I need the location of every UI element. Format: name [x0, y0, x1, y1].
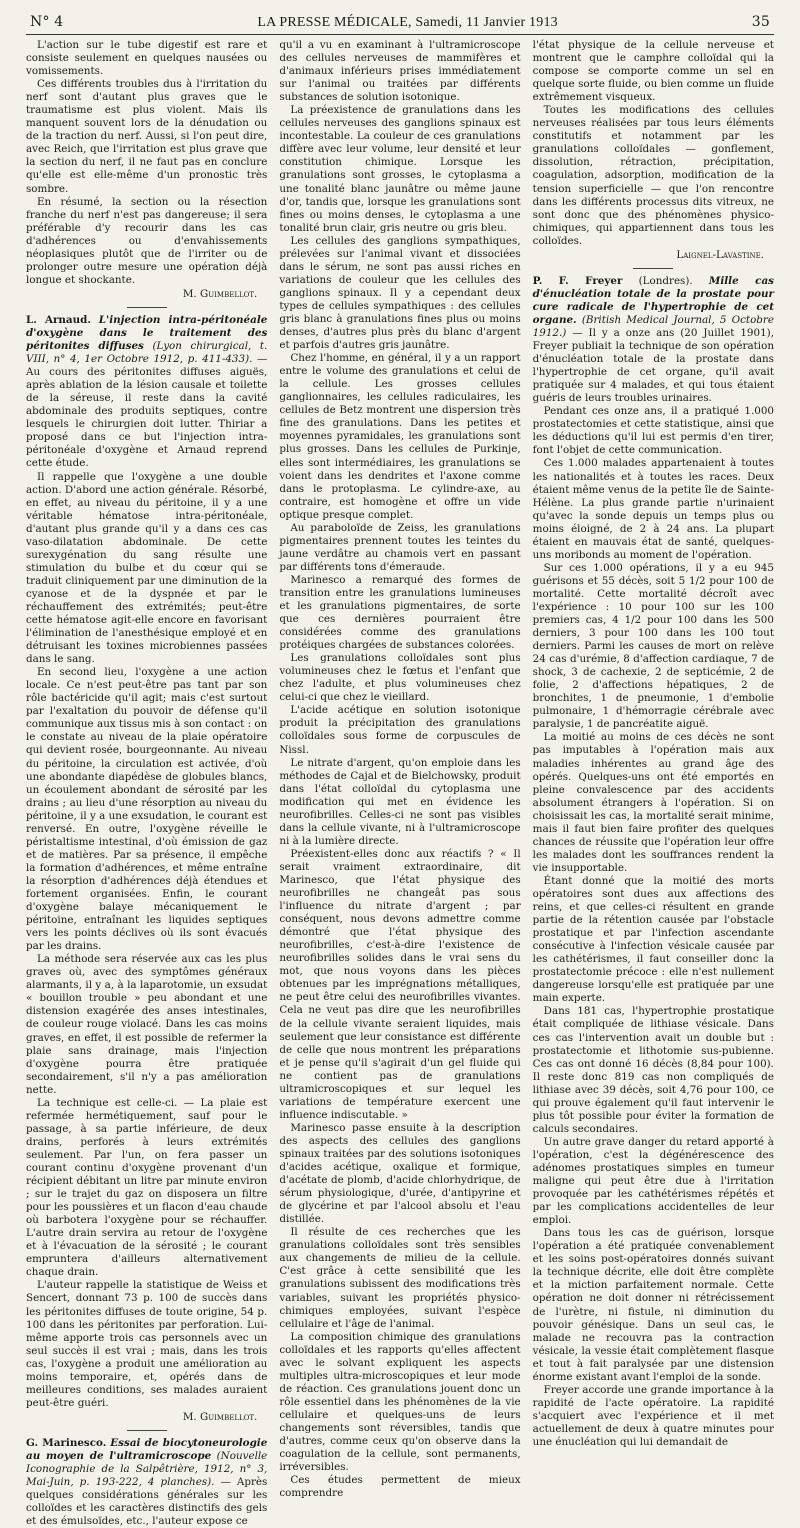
paragraph: Préexistent-elles donc aux réactifs ? « Il serait vraiment extraordinaire, dit Marinesco, que l'état physique des neurofibrilles ne changeât pas sous l'influence du nitrate d'argent ; par conséquent, nous devons admettre comme démontré que l'état physique des neurofibrilles, c'est-à-dire l'existence de neurofibrilles solides dans le vrai sens du mot, que nous voyons dans les pièces obtenues par les imprégnations métalliques, ne peut être celui des neurofibrilles vivantes. Cela ne veut pas dire que les neurofibrilles de la cellule vivante seraient liquides, mais seulement que leur consistance est différente de celle que nous montrent les préparations et je pense qu'il s'agirait d'un gel fluide qui ne contient pas de granulations ultramicroscopiques et sur lequel les variations de température exercent une influence indiscutable. » — [279, 847, 521, 1121]
entry-author: P. F. Freyer — [532, 274, 623, 287]
column-3 — [533, 39, 774, 1528]
signature: M. Guimbellot. — [182, 1410, 258, 1423]
entry-source: (British Medical Journal, 5 Octobre 1912.) — [532, 313, 774, 339]
entry-title: Essai de biocytoneurologie au moyen de l'ultramicroscope — [26, 1436, 268, 1462]
paragraph: l'état physique de la cellule nerveuse et montrent que le camphre colloïdal qui la compose se comporte comme un sel en quelque sorte fluide, ou bien comme un fluide extrêmement visqueux. — [532, 39, 774, 104]
paragraph: Les granulations colloïdales sont plus volumineuses chez le fœtus et l'enfant que chez l'adulte, et plus volumineuses chez celui-ci que chez le vieillard. — [279, 652, 521, 704]
paragraph: En second lieu, l'oxygène a une action locale. Ce n'est peut-être pas tant par son rôle bactéricide qu'il agit; mais c'est surtout par l'exaltation du pouvoir de défense qu'il communique aux tissus mis à son contact : on le constate au niveau de la plaie opératoire qui devient rosée, bourgeonnante. Au niveau du péritoine, la circulation est activée, d'où une abondante diapédèse de globules blancs, un écoulement abondant de sérosité par les drains ; au lieu d'une résorption au niveau du péritoine, il y a une exsudation, le courant est renversé. En outre, l'oxygène réveille le péristaltisme intestinal, d'où émission de gaz et de matières. Par sa présence, il empêche la formation d'adhérences, et même entraîne la résorption d'adhérences déjà étendues et fortement organisées. Enfin, le courant d'oxygène balaye mécaniquement le péritoine, entraînant les liquides septiques vers les points déclives où ils sont évacués par les drains. — [26, 666, 268, 953]
entry-author: G. Marinesco. — [26, 1436, 107, 1449]
paragraph: Un autre grave danger du retard apporté à l'opération, c'est la dégénérescence des adénomes prostatiques simples en tumeur maligne qui peut être due à l'irritation provoquée par les cathétérismes répétés et par les complications accidentelles de leur emploi. — [532, 1135, 774, 1227]
paragraph: Ces études permettent de mieux comprendre — [279, 1474, 521, 1500]
paragraph: Ces 1.000 malades appartenaient à toutes les nationalités et à toutes les races. Deux étaient même venus de la petite île de Sainte-Hélène. La plus grande partie n'urinaient qu'avec la sonde depuis un temps plus ou moins éloigné, de 2 à 24 ans. La plupart étaient en mauvais état de santé, quelques-uns moribonds au moment de l'opération. — [532, 457, 774, 561]
paragraph: La préexistence de granulations dans les cellules nerveuses des ganglions spinaux est incontestable. La couleur de ces granulations diffère avec leur volume, leur densité et leur constitution chimique. Lorsque les granulations sont grosses, le cytoplasma a une tonalité blanc jaunâtre ou même jaune d'or, tandis que, lorsque les granulations sont fines ou moins denses, le cytoplasma a une tonalité brun clair, gris neutre ou gris bleu. — [279, 104, 521, 234]
review-entry — [26, 314, 267, 471]
divider — [633, 268, 673, 269]
journal-title: LA PRESSE MÉDICALE, Samedi, 11 Janvier 1913 — [257, 15, 558, 30]
paragraph: La technique est celle-ci. — La plaie est refermée hermétiquement, sauf pour le passage, à sa partie inférieure, de deux drains, perforés à leurs extrémités seulement. Par l'un, on fera passer un courant continu d'oxygène provenant d'un récipient débitant un litre par minute environ ; sur le trajet du gaz on disposera un filtre pour les poussières et un flacon d'eau chaude où barbotera l'oxygène pour se réchauffer. L'autre drain servira au retour de l'oxygène et à l'évacuation de la sérosité ; le courant empruntera d'ailleurs alternativement chaque drain. — [26, 1096, 268, 1279]
paragraph: Dans tous les cas de guérison, lorsque l'opération a été pratiquée convenablement et les soins post-opératoires donnés suivant la technique décrite, elle doit être complète et la miction parfaitement normale. Cette opération ne doit donner ni rétrécissement de l'urètre, ni fistule, ni diminution du pouvoir génésique. Dans un seul cas, le malade ne recouvra pas la contraction vésicale, la vessie était complètement flasque et tout à fait paralysée par une distension énorme existant avant l'emploi de la sonde. — [532, 1227, 774, 1383]
paragraph: Dans 181 cas, l'hypertrophie prostatique était compliquée de lithiase vésicale. Dans ces cas l'intervention avait un double but : prostatectomie et lithotomie sus-pubienne. Ces cas ont donné 16 décès (8,84 pour 100). Il reste donc 819 cas non compliqués de lithiase avec 39 décès, soit 4,76 pour 100, ce qui prouve également qu'il faut intervenir le plus tôt possible pour éviter la formation de calculs secondaires. — [532, 1005, 774, 1135]
paragraph: qu'il a vu en examinant à l'ultramicroscope des cellules nerveuses de mammifères et d'animaux inférieurs prises immédiatement sur l'animal ou traitées par différents substances de solution isotonique. — [279, 39, 521, 104]
paragraph: Marinesco passe ensuite à la description des aspects des cellules des ganglions spinaux traitées par des solutions isotoniques d'acides acétique, oxalique et formique, d'acétate de plomb, d'acide chlorhydrique, de sérum physiologique, d'urée, d'antipyrine et de glycérine et par l'alcool absolu et l'eau distillée. — [279, 1121, 521, 1226]
entry-text: — Après quelques considérations générales sur les colloïdes et les caractères distinctifs des gels et des émulsoïdes, etc., l'auteur expose ce — [26, 1476, 268, 1528]
paragraph: La méthode sera réservée aux cas les plus graves où, avec des symptômes généraux alarmants, il y a, à la laparotomie, un exsudat « bouillon trouble » peu abondant et une distension exagérée des anses intestinales, de couleur rouge violacé. Dans les cas moins graves, en effet, il est possible de refermer la plaie sans drainage, mais l'injection d'oxygène pourra être pratiquée secondairement, s'il n'y a pas amélioration nette. — [26, 953, 268, 1096]
paragraph: Marinesco a remarqué des formes de transition entre les granulations lumineuses et les granulations pigmentaires, de sorte que ces dernières pourraient être considérées comme des granulations protéiques chargées de substances colorées. — [279, 573, 521, 652]
issue-number: N° 4 — [30, 14, 64, 30]
paragraph: Étant donné que la moitié des morts opératoires sont dues aux affections des reins, et que celles-ci résultent en grande partie de la rétention causée par l'obstacle prostatique et par l'infection ascendante consécutive à l'infection vésicale causée par les cathétérismes, il faut conseiller donc la prostatectomie précoce : elle n'est nullement dangereuse lorsqu'elle est pratiquée par une main experte. — [532, 874, 774, 1005]
entry-title: Mille cas d'énucléation totale de la prostate pour cure radicale de l'hypertrophie de cet organe. — [532, 274, 774, 326]
signature: Laignel-Lavastine. — [676, 248, 764, 261]
paragraph: Chez l'homme, en général, il y a un rapport entre le volume des granulations et celui de la cellule. Les grosses cellules ganglionnaires, les cellules radiculaires, les cellules de Betz montrent une dispersion très fine des granulations. Dans les petites et moyennes pyramidales, les granulations sont plus grosses. Dans les cellules de Purkinje, elles sont intermédiaires, les granulations se voient dans les dendrites et l'axone comme dans le protoplasma. Le cylindre-axe, au contraire, est homogène et offre un vide optique presque complet. — [279, 352, 521, 521]
column-1 — [26, 39, 267, 1528]
paragraph: La moitié au moins de ces décès ne sont pas imputables à l'opération mais aux maladies inhérentes au grand âge des opérés. Quelques-uns ont été emportés en pleine convalescence par des accidents absolument étrangers à l'opération. Si on choisissait les cas, la mortalité serait minime, mais il faut bien faire profiter des quelques chances de réussite que l'opération leur offre les malades dont les souffrances rendent la vie insupportable. — [532, 731, 774, 874]
columns — [26, 39, 774, 1528]
paragraph: L'action sur le tube digestif est rare et consiste seulement en quelques nausées ou vomissements. — [26, 39, 268, 78]
page-number: 35 — [751, 14, 770, 30]
paragraph: Le nitrate d'argent, qu'on emploie dans les méthodes de Cajal et de Bielchowsky, produit dans l'état colloïdal du cytoplasma une modification qui met en évidence les neurofibrilles. Celles-ci ne sont pas visibles dans la cellule vivante, ni à l'ultramicroscope ni à la lumière directe. — [279, 756, 521, 847]
paragraph: Pendant ces onze ans, il a pratiqué 1.000 prostatectomies et cette statistique, ainsi que les déductions qu'il lui est permis d'en tirer, font l'objet de cette communication. — [532, 405, 774, 457]
column-2 — [279, 39, 520, 1528]
entry-source: (Nouvelle Iconographie de la Salpêtrière, 1912, n° 3, Mai-Juin, p. 193-222, 4 planches). — [26, 1449, 268, 1489]
divider — [127, 307, 167, 308]
paragraph: Sur ces 1.000 opérations, il y a eu 945 guérisons et 55 décès, soit 5 1/2 pour 100 de mortalité. Cette mortalité décroît avec l'expérience : 10 pour 100 sur les 100 premiers cas, 4 1/2 pour 100 dans les 500 derniers, 3 pour 100 dans les 100 tout derniers. Parmi les causes de mort on relève 24 cas d'urémie, 8 d'affection cardiaque, 7 de shock, 3 de cachexie, 2 de septicémie, 2 de folie, 2 d'affections hépatiques, 2 de bronchites, 1 de pneumonie, 1 d'embolie pulmonaire, 1 d'hémorragie cérébrale avec paralysie, 1 de pancréatite aiguë. — [532, 561, 774, 731]
entry-text: — Il y a onze ans (20 Juillet 1901), Freyer publiait la technique de son opération d'énucléation totale de la prostate dans l'hypertrophie de cet organe, qu'il avait pratiquée sur 4 malades, et qui tous étaient guéris de leurs troubles urinaires. — [532, 326, 774, 405]
paragraph: Il résulte de ces recherches que les granulations colloïdales sont très sensibles aux changements de milieu de la cellule. C'est grâce à cette sensibilité que les granulations subissent des modifications très variables, suivant les propriétés physico-chimiques employées, suivant l'espèce cellulaire et l'âge de l'animal. — [279, 1226, 521, 1330]
paragraph: Au paraboloïde de Zeiss, les granulations pigmentaires prennent toutes les teintes du jaune verdâtre au chamois vert en passant par différents tons d'émeraude. — [279, 521, 521, 573]
review-entry — [26, 1437, 267, 1528]
review-entry — [533, 275, 774, 405]
entry-city: (Londres). — [638, 274, 693, 287]
signature: M. Guimbellot. — [182, 287, 258, 300]
paragraph: L'auteur rappelle la statistique de Weiss et Sencert, donnant 73 p. 100 de succès dans les péritonites diffuses de toute origine, 54 p. 100 dans les péritonites par perforation. Lui-même apporte trois cas personnels avec un seul succès il est vrai ; mais, dans les trois cas, l'oxygène a produit une amélioration au moins temporaire, et, opérés dans de meilleures conditions, ses malades auraient peut-être guéri. — [26, 1279, 268, 1409]
paragraph: En résumé, la section ou la résection franche du nerf n'est pas dangereuse; il sera préférable d'y recourir dans les cas d'adhérences ou d'envahissements néoplasiques plutôt que de l'irriter ou de prolonger outre mesure une opération déjà longue et shockante. — [26, 195, 268, 286]
divider — [127, 1430, 167, 1431]
entry-source: (Lyon chirurgical, t. VIII, n° 4, 1er Octobre 1912, p. 411-433). — [26, 340, 268, 366]
entry-author: L. Arnaud. — [26, 313, 91, 326]
paragraph: L'acide acétique en solution isotonique produit la précipitation des granulations colloïdales sous forme de corpuscules de Nissl. — [279, 704, 521, 756]
paragraph: Toutes les modifications des cellules nerveuses réalisées par tous leurs éléments constitutifs et notamment par les granulations colloïdales — gonflement, dissolution, rétraction, précipitation, coagulation, adsorption, modification de la tension superficielle — que l'on rencontre dans les différents processus dits vitreux, ne sont donc que des phénomènes physico-chimiques, qui appartiennent dans tous les colloïdes. — [532, 104, 774, 247]
paragraph: Ces différents troubles dus à l'irritation du nerf sont d'autant plus graves que le traumatisme est plus violent. Mais ils manquent souvent lors de la dénudation ou de la traction du nerf. Aussi, si l'on peut dire, avec Reich, que l'irritation est plus grave que la section du nerf, il ne faut pas en conclure qu'elle est elle-même d'un pronostic très sombre. — [26, 78, 268, 195]
paragraph: Il rappelle que l'oxygène a une double action. D'abord une action générale. Résorbé, en effet, au niveau du péritoine, il y a une véritable hématose intra-péritonéale, d'autant plus grande qu'il y a dans ces cas vaso-dilatation abdominale. De cette surexygénation du sang résulte une stimulation du bulbe et du cœur qui se traduit cliniquement par une diminution de la cyanose et de la dyspnée et par le réchauffement des extrémités; peut-être cette hématose agit-elle encore en favorisant l'élimination de l'anesthésique employé et en détruisant les toxines microbiennes passées dans le sang. — [26, 470, 268, 666]
page-header — [26, 14, 774, 35]
entry-title: L'injection intra-péritonéale d'oxygène dans le traitement des péritonites diffuses — [26, 313, 268, 353]
paragraph: Freyer accorde une grande importance à la rapidité de l'acte opératoire. La rapidité s'acquiert avec l'expérience et il met actuellement de deux à quatre minutes pour une énucléation qui lui demandait de — [532, 1383, 774, 1448]
entry-text: — Au cours des péritonites diffuses aiguës, après ablation de la lésion causale et toilette de la séreuse, il reste dans la cavité abdominale des produits septiques, contre lesquels le chirurgien doit lutter. Thiriar a proposé dans ce but l'injection intra-péritonéale d'oxygène et Arnaud reprend cette étude. — [26, 353, 268, 470]
paragraph: Les cellules des ganglions sympathiques, prélevées sur l'animal vivant et dissociées dans le sérum, ne sont pas aussi riches en variations de couleur que les cellules des ganglions spinaux. Il y a cependant deux types de cellules sympathiques : des cellules gris blanc à granulations fines plus ou moins denses, d'autres plus près du blanc d'argent et parfois d'autres gris jaunâtre. — [279, 234, 521, 352]
paragraph: La composition chimique des granulations colloïdales et les rapports qu'elles affectent avec le solvant expliquent les aspects multiples ultra-microscopiques et leur mode de réaction. Ces granulations jouent donc un rôle essentiel dans les phénomènes de la vie cellulaire et quelques-uns de leurs changements sont réversibles, tandis que d'autres, comme ceux qu'on observe dans la coagulation de la cellule, sont permanents, irréversibles. — [279, 1330, 521, 1474]
